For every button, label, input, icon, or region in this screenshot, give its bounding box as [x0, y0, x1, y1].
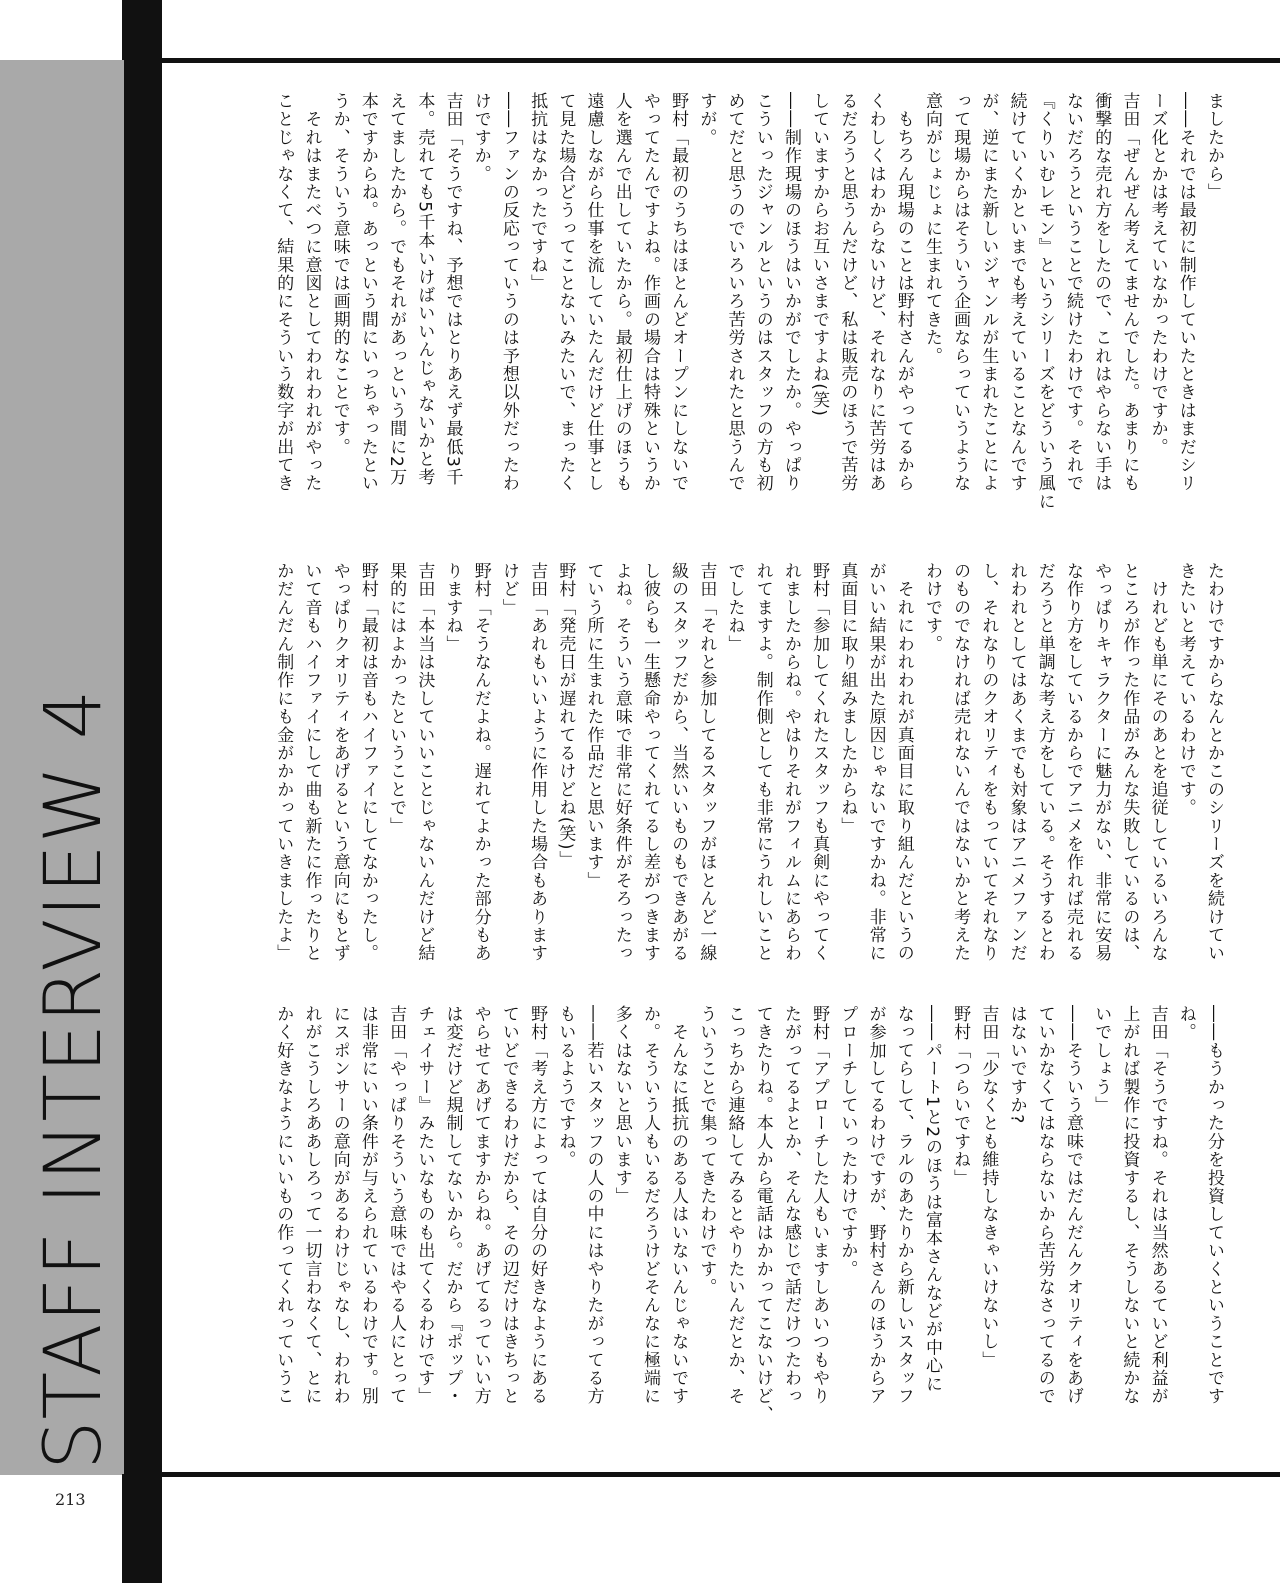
- top-rule: [162, 58, 1280, 63]
- top-corner-block: [122, 0, 162, 62]
- text-block-2: たわけですからなんとかこのシリーズを続けてい きたいと考えているわけです。 けれども単にそのあとを追従しているいろんな ところが作った作品がみんな失敗しているのは、 やっぱりキャラクターに魅力がない、非常に安易 な作り方をしているからでアニメを作れば売れる だろうと単調な考え方をしている。そうするとわ れわれとしてはあくまでも対象はアニメファンだ し、それなりのクオリティをもっていてそれなり のものでなければ売れないんではないかと考えた わけです。 それにわれわれが真面目に取り組んだというの がいい結果が出た原因じゃないですかね。非常に 真面目に取り組みましたからね」 野村「参加してくれたスタッフも真剣にやってく れましたからね。やはりそれがフィルムにあらわ れてますよ。制作側としても非常にうれしいこと でしたね」 吉田「それと参加してるスタッフがほとんど一線 級のスタッフだから、当然いいものもできあがる し彼らも一生懸命やってくれてるし差がつきます よね。そういう意味で非常に好条件がそろったっ ていう所に生まれた作品だと思います」 野村「発売日が遅れてるけどね(笑)」 吉田「あれもいいように作用した場合もあります けど」 野村「そうなんだよね。遅れてよかった部分もあ りますね」 吉田「本当は決していいことじゃないんだけど結 果的にはよかったということで」 野村「最初は音もハイファイにしてなかったし。 やっぱりクオリティをあげるという意向にもとず いて音もハイファイにして曲も新たに作ったりと かだんだん制作にも金がかかっていきましたよ」: [273, 562, 1224, 963]
- staff-interview-title: STAFF INTERVIEW 4: [29, 688, 119, 1470]
- black-bar: [124, 60, 162, 1475]
- page-number: 213: [55, 1490, 86, 1509]
- text-block-1: ましたから」 ――それでは最初に制作していたときはまだシリ ーズ化とかは考えていなかったわけですか。 吉田「ぜんぜん考えてませんでした。あまりにも 衝撃的な売れ方をしたので、これはやらない手は ないだろうということで続けたわけです。それで 『くりいむレモン』というシリーズをどういう風に 続けていくかといまでも考えていることなんです が、逆にまた新しいジャンルが生まれたことによ って現場からはそういう企画ならっていうような 意向がじょじょに生まれてきた。 もちろん現場のことは野村さんがやってるから くわしくはわからないけど、それなりに苦労はあ るだろうと思うんだけど、私は販売のほうで苦労 していますからお互いさまですよね(笑) ――制作現場のほうはいかがでしたか。やっぱり こういったジャンルというのはスタッフの方も初 めてだと思うのでいろいろ苦労されたと思うんで すが。 野村「最初のうちはほとんどオープンにしないで やってたんですよね。作画の場合は特殊というか 人を選んで出していたから。最初仕上げのほうも 遠慮しながら仕事を流していたんだけど仕事とし て見た場合どうってことないみたいで、まったく 抵抗はなかったですね」 ――ファンの反応っていうのは予想以外だったわ けですか。 吉田「そうですね、予想ではとりあえず最低3千 本。売れても5千本いけばいいんじゃないかと考 えてましたから。でもそれがあっという間に2万 本ですからね。あっという間にいっちゃったとい うか、そういう意味では画期的なことです。 それはまたべつに意図としてわれわれがやった ことじゃなくて、結果的にそういう数字が出てき: [273, 92, 1224, 511]
- text-block-3: ――もうかった分を投資していくということです ね。 吉田「そうですね。それは当然あるていど利益が 上がれば製作に投資するし、そうしないと続かな いでしょう」 ――そういう意味ではだんだんクオリティをあげ ていかなくてはならないから苦労なさってるので はないですか? 吉田「少なくとも維持しなきゃいけないし」 野村「つらいですね」 ――パート1と2のほうは富本さんなどが中心に なってらして、ラルのあたりから新しいスタッフ が参加してるわけですが、野村さんのほうからア プローチしていったわけですか。 野村「アプローチした人もいますしあいつもやり たがってるよとか、そんな感じで話だけつたわっ てきたりね。本人から電話はかかってこないけど、 こっちから連絡してみるとやりたいんだとか、そ ういうことで集ってきたわけです。 そんなに抵抗のある人はいないんじゃないです か。そういう人もいるだろうけどそんなに極端に 多くはないと思います」 ――若いスタッフの人の中にはやりたがってる方 もいるようですね。 野村「考え方によっては自分の好きなようにある ていどできるわけだから、その辺だけはきちっと やらせてあげてますからね。あげてるっていい方 は変だけど規制してないから。だから『ポップ・ チェイサー』みたいなものも出てくるわけです」 吉田「やっぱりそういう意味ではやる人にとって は非常にいい条件が与えられているわけです。別 にスポンサーの意向があるわけじゃなし、われわ れがこうしろああしろって一切言わなくて、とに かく好きなようにいいもの作ってくれっていうこ: [273, 1005, 1224, 1424]
- bottom-rule: [162, 1472, 1280, 1477]
- bottom-corner-block: [122, 1474, 162, 1583]
